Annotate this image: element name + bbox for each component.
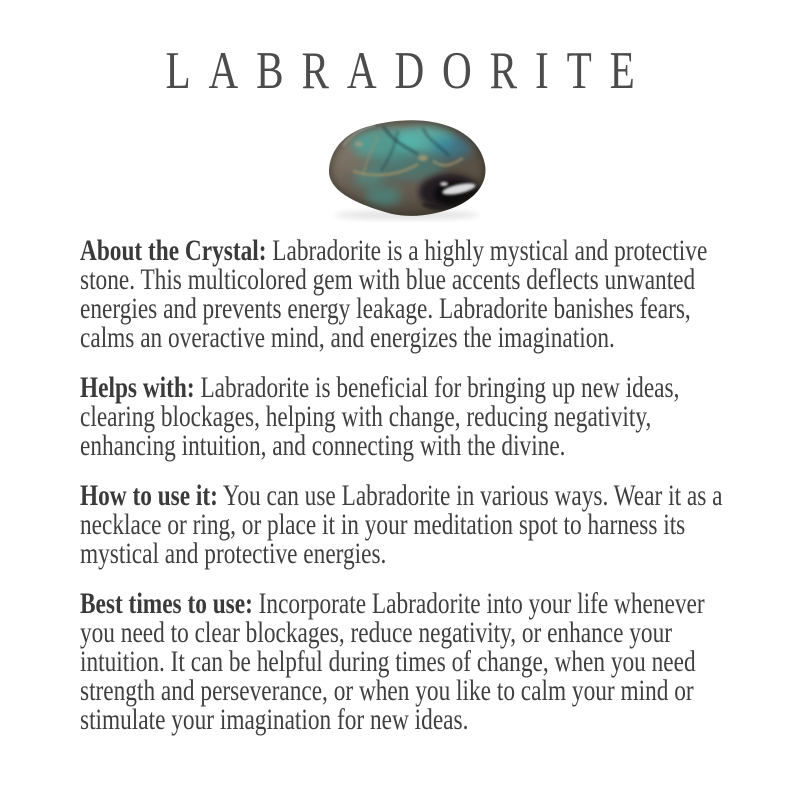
section-label: How to use it:: [80, 479, 218, 512]
section-label: Best times to use:: [80, 587, 253, 620]
section-about-the-crystal: [80, 236, 725, 352]
section-label: About the Crystal:: [80, 234, 267, 267]
section-label: Helps with:: [80, 371, 195, 404]
section-text: Incorporate Labradorite into your life whenever you need to clear blockages, reduce negativity, or enhance your intuition. It can be helpful during times of change, when you need strength and perseverance, or when you like to calm your mind or stimulate your imagination for new ideas.: [80, 587, 705, 736]
section-text: You can use Labradorite in various ways. Wear it as a necklace or ring, or place it in your meditation spot to harness its mystical and protective energies.: [80, 479, 723, 570]
page-title: LABRADORITE: [165, 42, 653, 100]
description-sections: [80, 236, 725, 755]
section-how-to-use-it: [80, 481, 725, 568]
section-text: Labradorite is beneficial for bringing up new ideas, clearing blockages, helping with change, reducing negativity, enhancing intuition, and connecting with the divine.: [80, 371, 680, 462]
section-text: Labradorite is a highly mystical and protective stone. This multicolored gem with blue accents deflects unwanted energies and prevents energy leakage. Labradorite banishes fears, calms an overactive mind, and energizes the imagination.: [80, 234, 708, 354]
section-best-times-to-use: [80, 589, 725, 734]
section-helps-with: [80, 373, 725, 460]
labradorite-stone-photo: [323, 116, 491, 222]
